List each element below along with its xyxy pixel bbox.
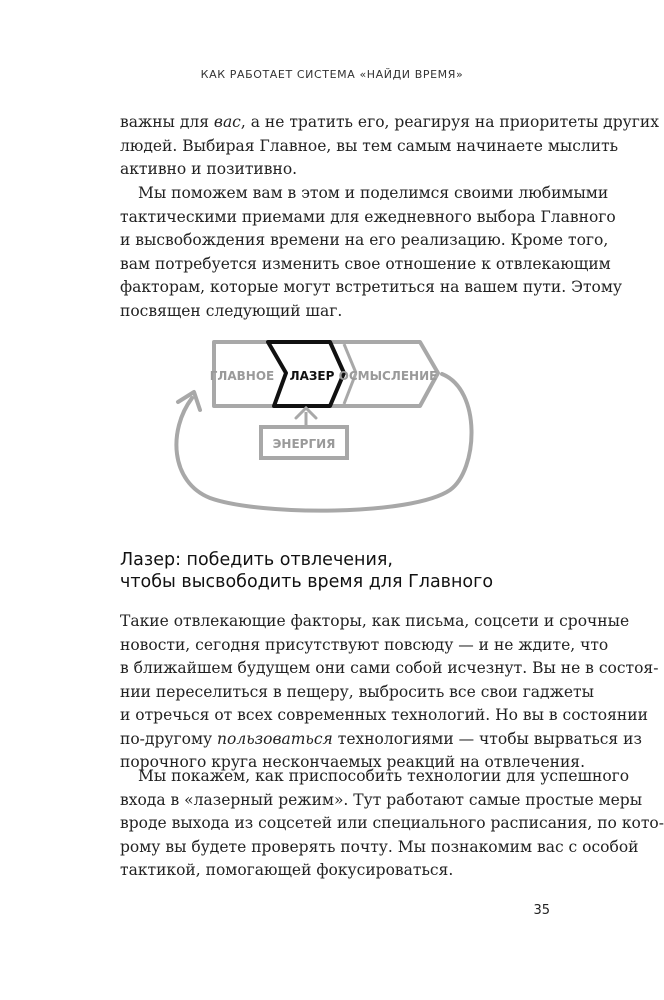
page-number: 35 <box>533 903 550 918</box>
text-line: рому вы будете проверять почту. Мы познакомим вас с особой <box>120 837 639 856</box>
text-line: вроде выхода из соцсетей или специального расписания, по кото- <box>120 814 664 832</box>
intro-paragraph <box>120 111 659 182</box>
text-line: в ближайшем будущем они сами собой исчезнут. Вы не в состоя- <box>120 659 659 677</box>
text-line: Такие отвлекающие факторы, как письма, соцсети и срочные <box>120 612 630 630</box>
text-line: факторам, которые могут встретиться на вашем пути. Этому <box>120 278 623 296</box>
text-line: тактическими приемами для ежедневного выбора Главного <box>120 207 616 226</box>
text-line: и отречься от всех современных технологий. Но вы в состоянии <box>120 706 648 724</box>
system-diagram <box>150 330 480 530</box>
heading-line: Лазер: победить отвлечения, <box>120 550 393 570</box>
paragraph-laser-mode <box>120 765 664 883</box>
section-heading <box>120 549 493 593</box>
text-line: активно и позитивно. <box>120 160 298 178</box>
text-line: Мы поможем вам в этом и поделимся своими любимыми <box>138 184 609 202</box>
text-line: тактикой, помогающей фокусироваться. <box>120 861 454 879</box>
heading-line: чтобы высвободить время для Главного <box>120 572 494 592</box>
text-line: порочного круга нескончаемых реакций на отвлечения. <box>120 753 585 771</box>
text-line: новости, сегодня присутствуют повсюду — и не ждите, что <box>120 635 609 654</box>
energy-label: ЭНЕРГИЯ <box>272 437 336 451</box>
text-line: нии переселиться в пещеру, выбросить все свои гаджеты <box>120 682 594 701</box>
paragraph-distractions <box>120 610 659 775</box>
stage-main-label: ГЛАВНОЕ <box>209 369 275 383</box>
text-line: важны для вас, а не тратить его, реагируя на приоритеты других <box>120 113 659 131</box>
text-line: по-другому пользоваться технологиями — чтобы вырваться из <box>120 729 642 748</box>
paragraph-next-step <box>120 182 623 323</box>
text-line: вам потребуется изменить свое отношение к отвлекающим <box>120 254 611 273</box>
text-line: и высвобождения времени на его реализацию. Кроме того, <box>120 231 609 249</box>
text-line: посвящен следующий шаг. <box>120 301 343 320</box>
stage-laser-label: ЛАЗЕР <box>289 369 335 383</box>
stage-meaning-label: ОСМЫСЛЕНИЕ <box>338 369 438 383</box>
text-line: людей. Выбирая Главное, вы тем самым начинаете мыслить <box>120 136 619 155</box>
text-line: входа в «лазерный режим». Тут работают самые простые меры <box>120 790 643 809</box>
text-line: Мы покажем, как приспособить технологии для успешного <box>138 767 630 785</box>
running-header: КАК РАБОТАЕТ СИСТЕМА «НАЙДИ ВРЕМЯ» <box>200 68 464 81</box>
